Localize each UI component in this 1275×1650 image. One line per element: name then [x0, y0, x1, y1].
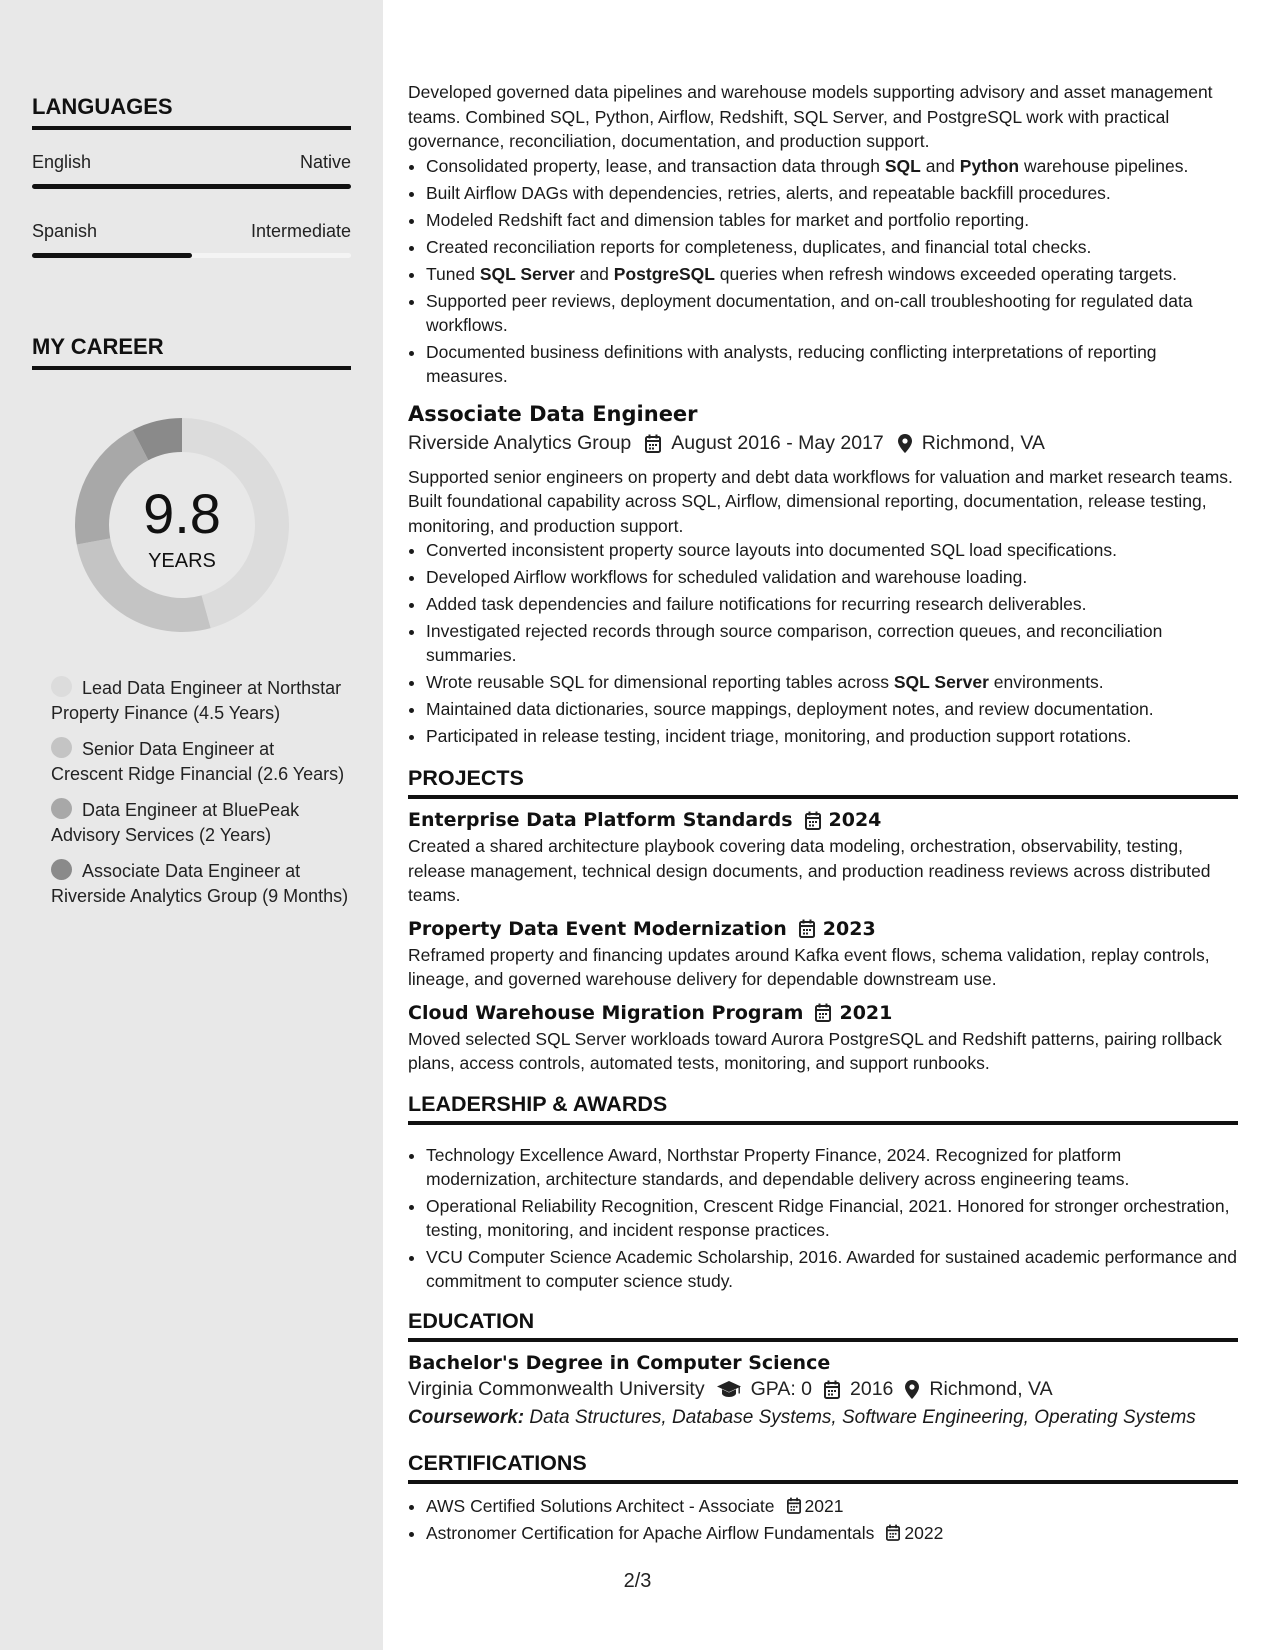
bullet-text: Consolidated property, lease, and transaction data through [426, 155, 885, 176]
bullet-item [426, 208, 1238, 232]
legend-dot-icon [51, 798, 72, 819]
awards-heading: LEADERSHIP & AWARDS [408, 1092, 1238, 1125]
gpa: GPA: 0 [750, 1377, 813, 1400]
bullet-item [426, 340, 1238, 388]
career-legend-item [51, 798, 351, 847]
calendar-icon [805, 811, 821, 830]
certifications-list [408, 1494, 1238, 1545]
main-content [408, 80, 1238, 1548]
bullet-text: Converted inconsistent property source layouts into documented SQL load specifications. [426, 540, 1117, 560]
bullet-text: Created reconciliation reports for completeness, duplicates, and financial total checks. [426, 236, 1092, 257]
map-pin-icon [905, 1380, 919, 1399]
bullet-item [426, 592, 1238, 616]
certification-year: 2021 [804, 1495, 844, 1516]
page-number: 2/3 [623, 1570, 652, 1592]
project-title-row [408, 918, 1238, 940]
job-company: Riverside Analytics Group [408, 431, 632, 454]
bullet-text: Investigated rejected records through source comparison, correction queues, and reconciliation summaries. [426, 621, 1163, 665]
certification-name: • AWS Certified Solutions Architect - Associate [426, 1495, 775, 1516]
job-location: Richmond, VA [921, 431, 1045, 454]
bullet-keyword: SQL Server [893, 672, 989, 692]
career-legend-item [51, 676, 351, 725]
project-year: 2021 [839, 1001, 893, 1024]
project-title: Enterprise Data Platform Standards [408, 809, 793, 831]
education-heading: EDUCATION [408, 1309, 1238, 1342]
bullet-text: and [574, 263, 614, 284]
career-donut-chart [67, 410, 297, 640]
calendar-icon [799, 919, 815, 938]
job-bullet-list [408, 538, 1238, 748]
career-total-unit: YEARS [148, 550, 216, 572]
project-item [408, 1002, 1238, 1076]
award-item: • VCU Computer Science Academic Scholarship, 2016. Awarded for sustained academic performance and commitment to computer science study. [426, 1245, 1238, 1293]
bullet-text: Modeled Redshift fact and dimension tables for market and portfolio reporting. [426, 209, 1030, 230]
bullet-item [426, 670, 1238, 694]
bullet-item [426, 235, 1238, 259]
project-description: Created a shared architecture playbook covering data modeling, orchestration, observability, testing, release management, technical design documents, and production readiness reviews across distributed teams. [408, 836, 1211, 905]
bullet-keyword: SQL Server [479, 263, 575, 284]
project-year: 2023 [822, 917, 876, 940]
legend-dot-icon [51, 676, 72, 697]
career-legend-label: Lead Data Engineer at Northstar Property Finance (4.5 Years) [51, 678, 342, 723]
bullet-text: Tuned [426, 263, 480, 284]
bullet-text: and [920, 155, 960, 176]
bullet-text: warehouse pipelines. [1019, 155, 1189, 176]
bullet-text: Wrote reusable SQL for dimensional reporting tables across [426, 672, 894, 692]
sidebar [0, 0, 383, 1650]
bullet-text: Developed Airflow workflows for scheduled validation and warehouse loading. [426, 567, 1028, 587]
career-legend [51, 676, 351, 920]
job-title: Associate Data Engineer [408, 401, 698, 426]
bullet-keyword: PostgreSQL [613, 263, 715, 284]
certification-year: 2022 [904, 1522, 944, 1543]
bullet-text: queries when refresh windows exceeded operating targets. [714, 263, 1178, 284]
coursework-text: Data Structures, Database Systems, Software Engineering, Operating Systems [529, 1406, 1196, 1428]
calendar-icon [824, 1380, 840, 1399]
bullet-item [426, 262, 1238, 286]
language-proficiency-fill [32, 253, 192, 258]
bullet-item [426, 538, 1238, 562]
project-item [408, 809, 1238, 908]
bullet-text: Documented business definitions with analysts, reducing conflicting interpretations of reporting measures. [426, 341, 1157, 386]
certification-item [426, 1521, 1238, 1545]
language-proficiency-fill [32, 184, 351, 189]
language-row [32, 152, 351, 173]
legend-dot-icon [51, 859, 72, 880]
job-dates: August 2016 - May 2017 [671, 431, 884, 454]
career-legend-label: Associate Data Engineer at Riverside Analytics Group (9 Months) [51, 861, 349, 906]
bullet-text: Supported peer reviews, deployment documentation, and on-call troubleshooting for regulated data workflows. [426, 290, 1193, 335]
job-summary: Developed governed data pipelines and warehouse models supporting advisory and asset management teams. Combined SQL, Python, Airflow, Redshift, SQL Server, and PostgreSQL work with practical governance, reconciliation, documentation, and production support. [408, 82, 1213, 151]
job-meta [408, 432, 1238, 455]
language-proficiency-bar [32, 253, 351, 258]
project-description: Moved selected SQL Server workloads toward Aurora PostgreSQL and Redshift patterns, pairing rollback plans, access controls, automated tests, monitoring, and support runbooks. [408, 1028, 1222, 1073]
career-heading: MY CAREER [32, 334, 351, 370]
language-level: Intermediate [250, 221, 351, 241]
bullet-item [426, 289, 1238, 337]
language-name: English [32, 152, 92, 172]
graduation-cap-icon [717, 1381, 741, 1398]
calendar-icon [645, 434, 661, 453]
career-legend-label: Senior Data Engineer at Crescent Ridge Financial (2.6 Years) [51, 739, 345, 784]
calendar-icon [787, 1497, 801, 1514]
certification-name: • Astronomer Certification for Apache Airflow Fundamentals [426, 1522, 875, 1543]
project-description: Reframed property and financing updates around Kafka event flows, schema validation, replay controls, lineage, and governed warehouse delivery for dependable downstream use. [408, 944, 1210, 989]
bullet-text: Participated in release testing, incident triage, monitoring, and production support rotations. [426, 726, 1132, 746]
bullet-item [426, 154, 1238, 178]
languages-heading: LANGUAGES [32, 94, 351, 130]
job-bullet-list [408, 154, 1238, 388]
calendar-icon [815, 1003, 831, 1022]
career-legend-item [51, 859, 351, 908]
award-item: • Operational Reliability Recognition, Crescent Ridge Financial, 2021. Honored for stronger orchestration, testing, monitoring, and incident response practices. [426, 1194, 1238, 1242]
job-summary: Supported senior engineers on property and debt data workflows for valuation and market research teams. Built foundational capability across SQL, Airflow, dimensional reporting, documentation, release testing, monitoring, and production support. [408, 466, 1233, 536]
project-year: 2024 [828, 809, 882, 831]
bullet-text: environments. [988, 672, 1104, 692]
bullet-item [426, 697, 1238, 721]
projects-heading: PROJECTS [408, 766, 1238, 799]
bullet-text: Maintained data dictionaries, source mappings, deployment notes, and review documentation. [426, 699, 1154, 719]
bullet-item [426, 619, 1238, 667]
award-item: • Technology Excellence Award, Northstar Property Finance, 2024. Recognized for platform modernization, architecture standards, and dependable delivery across engineering teams. [426, 1143, 1238, 1191]
bullet-keyword: Python [959, 155, 1020, 176]
certification-item [426, 1494, 1238, 1518]
school-location: Richmond, VA [929, 1377, 1053, 1400]
calendar-icon [886, 1524, 900, 1541]
project-title-row [408, 809, 1238, 831]
coursework-label: Coursework: [408, 1406, 525, 1428]
language-row [32, 221, 351, 242]
bullet-text: Built Airflow DAGs with dependencies, retries, alerts, and repeatable backfill procedures. [426, 182, 1111, 203]
career-total-value: 9.8 [143, 482, 221, 545]
certifications-heading: CERTIFICATIONS [408, 1451, 1238, 1484]
bullet-item [426, 565, 1238, 589]
bullet-item [426, 724, 1238, 748]
coursework [408, 1407, 1238, 1429]
project-item [408, 918, 1238, 992]
career-legend-item [51, 737, 351, 786]
school-name: Virginia Commonwealth University [408, 1377, 705, 1400]
projects-list [408, 809, 1238, 1076]
awards-list [408, 1143, 1238, 1293]
donut-segment [75, 430, 148, 544]
bullet-text: Added task dependencies and failure notifications for recurring research deliverables. [426, 594, 1087, 614]
career-legend-label: Data Engineer at BluePeak Advisory Services (2 Years) [51, 800, 300, 845]
language-proficiency-bar [32, 184, 351, 189]
project-title: Property Data Event Modernization [408, 917, 787, 940]
graduation-year: 2016 [850, 1377, 894, 1400]
education-meta [408, 1378, 1238, 1401]
language-level: Native [299, 152, 351, 172]
project-title-row [408, 1002, 1238, 1024]
map-pin-icon [898, 434, 912, 453]
language-name: Spanish [32, 221, 98, 241]
degree-title: Bachelor's Degree in Computer Science [408, 1351, 831, 1374]
bullet-keyword: SQL [884, 155, 921, 176]
project-title: Cloud Warehouse Migration Program [408, 1001, 804, 1024]
legend-dot-icon [51, 737, 72, 758]
bullet-item [426, 181, 1238, 205]
